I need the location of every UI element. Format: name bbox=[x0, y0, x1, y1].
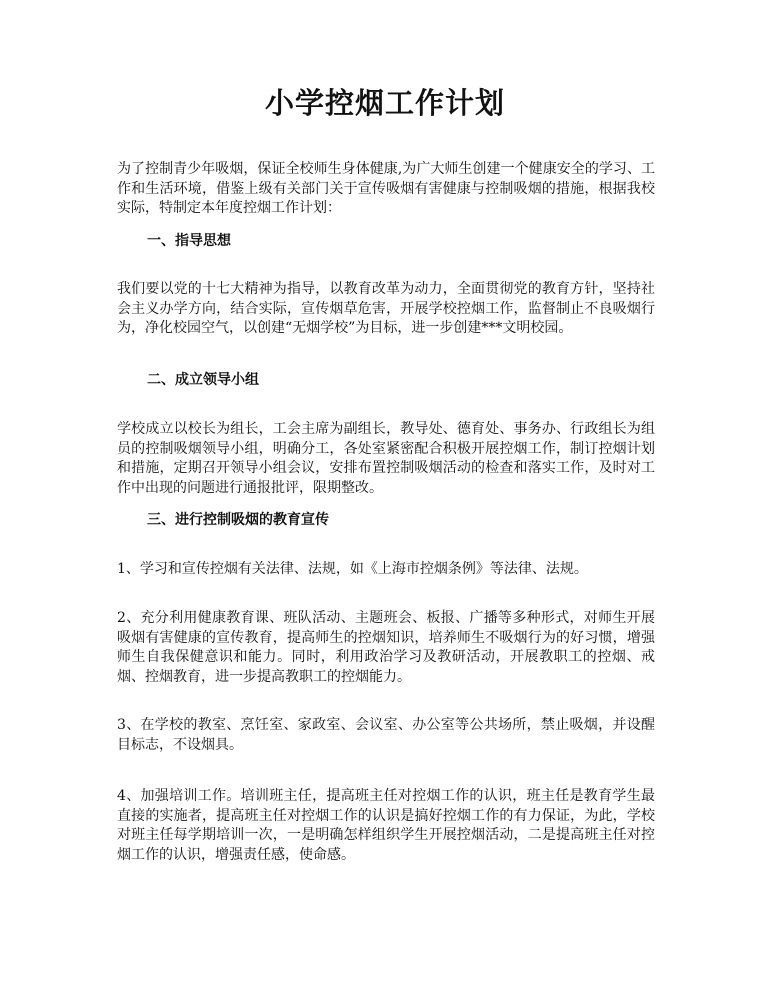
intro-paragraph: 为了控制青少年吸烟，保证全校师生身体健康,为广大师生创建一个健康安全的学习、工作和生活环境，借鉴上级有关部门关于宣传吸烟有害健康与控制吸烟的措施，根据我校实际，特制定本年度控烟工作计划： bbox=[117, 161, 655, 216]
section-heading-education-publicity: 三、进行控制吸烟的教育宣传 bbox=[147, 512, 329, 528]
section-heading-leadership-group: 二、成立领导小组 bbox=[147, 372, 259, 388]
document-title: 小学控烟工作计划 bbox=[264, 86, 505, 120]
list-item-3: 3、在学校的教室、烹饪室、家政室、会议室、办公室等公共场所，禁止吸烟，并设醒目标志，不设烟具。 bbox=[117, 717, 655, 753]
section-paragraph-leadership-group: 学校成立以校长为组长，工会主席为副组长，教导处、德育处、事务办、行政组长为组员的控制吸烟领导小组，明确分工，各处室紧密配合积极开展控烟工作，制订控烟计划和措施，定期召开领导小组会议，安排布置控制吸烟活动的检查和落实工作，及时对工作中出现的问题进行通报批评，限期整改。 bbox=[117, 421, 655, 496]
section-heading-guiding-ideology: 一、指导思想 bbox=[147, 233, 231, 249]
list-item-2: 2、充分利用健康教育课、班队活动、主题班会、板报、广播等多种形式，对师生开展吸烟有害健康的宣传教育，提高师生的控烟知识，培养师生不吸烟行为的好习惯，增强师生自我保健意识和能力。同时，利用政治学习及教研活动，开展教职工的控烟、戒烟、控烟教育，进一步提高教职工的控烟能力。 bbox=[117, 610, 655, 685]
list-item-4: 4、加强培训工作。培训班主任，提高班主任对控烟工作的认识，班主任是教育学生最直接的实施者，提高班主任对控烟工作的认识是搞好控烟工作的有力保证，为此，学校对班主任每学期培训一次，一是明确怎样组织学生开展控烟活动，二是提高班主任对控烟工作的认识，增强责任感，使命感。 bbox=[117, 788, 655, 863]
section-paragraph-guiding-ideology: 我们要以党的十七大精神为指导，以教育改革为动力，全面贯彻党的教育方针，坚持社会主义办学方向，结合实际，宣传烟草危害，开展学校控烟工作，监督制止不良吸烟行为，净化校园空气，以创建“无烟学校”为目标，进一步创建***文明校园。 bbox=[117, 281, 655, 336]
list-item-1: 1、学习和宣传控烟有关法律、法规，如《上海市控烟条例》等法律、法规。 bbox=[117, 561, 588, 577]
